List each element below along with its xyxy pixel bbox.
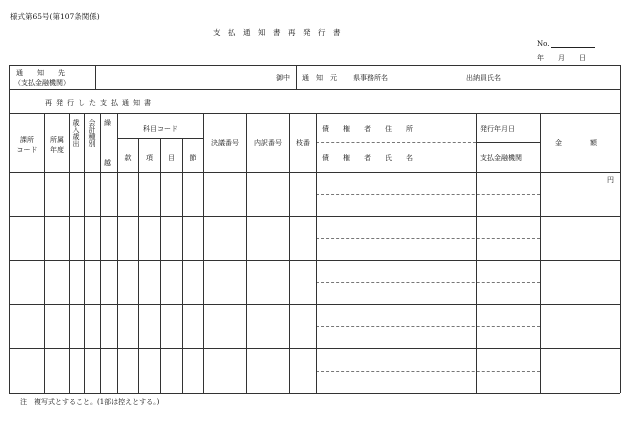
number-label: No. (537, 40, 550, 48)
col-moku: 目 (168, 154, 175, 162)
col-creditor-address: 債 権 者 住 所 (322, 125, 413, 133)
col-subject-code: 科目コード (143, 125, 178, 133)
number-field[interactable] (551, 47, 595, 48)
col-amount: 金 額 (555, 139, 597, 147)
col-carryover-bottom: 越 (104, 159, 111, 167)
recipient-label: 通 知 先 (16, 69, 65, 77)
col-detail-no: 内訳番号 (254, 139, 282, 147)
page-title: 支 払 通 知 書 再 発 行 書 (213, 28, 341, 37)
col-fiscal-year: 所属 年度 (50, 136, 64, 154)
table-row[interactable] (10, 305, 620, 348)
col-carryover-top: 繰 (104, 119, 111, 127)
officer-label: 出納員氏名 (466, 74, 501, 82)
table-row[interactable] (10, 217, 620, 260)
col-account-type: 会計種別 (88, 119, 96, 147)
recipient-sublabel: （支払金融機関） (14, 79, 70, 87)
honorific: 御中 (276, 74, 290, 82)
col-dept-code: 課所 コード (16, 136, 38, 154)
table-row[interactable] (10, 173, 620, 216)
col-creditor-name: 債 権 者 氏 名 (322, 154, 413, 162)
col-bank: 支払金融機関 (480, 154, 522, 162)
table-row[interactable] (10, 349, 620, 393)
yen-unit: 円 (607, 176, 614, 184)
col-kan: 款 (124, 154, 132, 162)
col-revenue-expense: 歳入歳出 (72, 119, 80, 147)
date-label: 年 月 日 (537, 54, 586, 62)
footnote: 注 複写式とすること。(1部は控えとする。) (20, 398, 160, 406)
form-label: 様式第65号(第107条関係) (10, 12, 100, 21)
col-decision-no: 決議番号 (211, 139, 239, 147)
col-issue-date: 発行年月日 (480, 125, 515, 133)
col-branch: 枝番 (296, 139, 310, 147)
table-row[interactable] (10, 261, 620, 304)
office-label: 県事務所名 (353, 74, 388, 82)
sender-label: 通 知 元 (302, 74, 337, 82)
col-kou: 項 (146, 154, 153, 162)
col-setsu: 節 (189, 154, 197, 162)
section-label: 再発行した支払通知書 (45, 99, 155, 107)
